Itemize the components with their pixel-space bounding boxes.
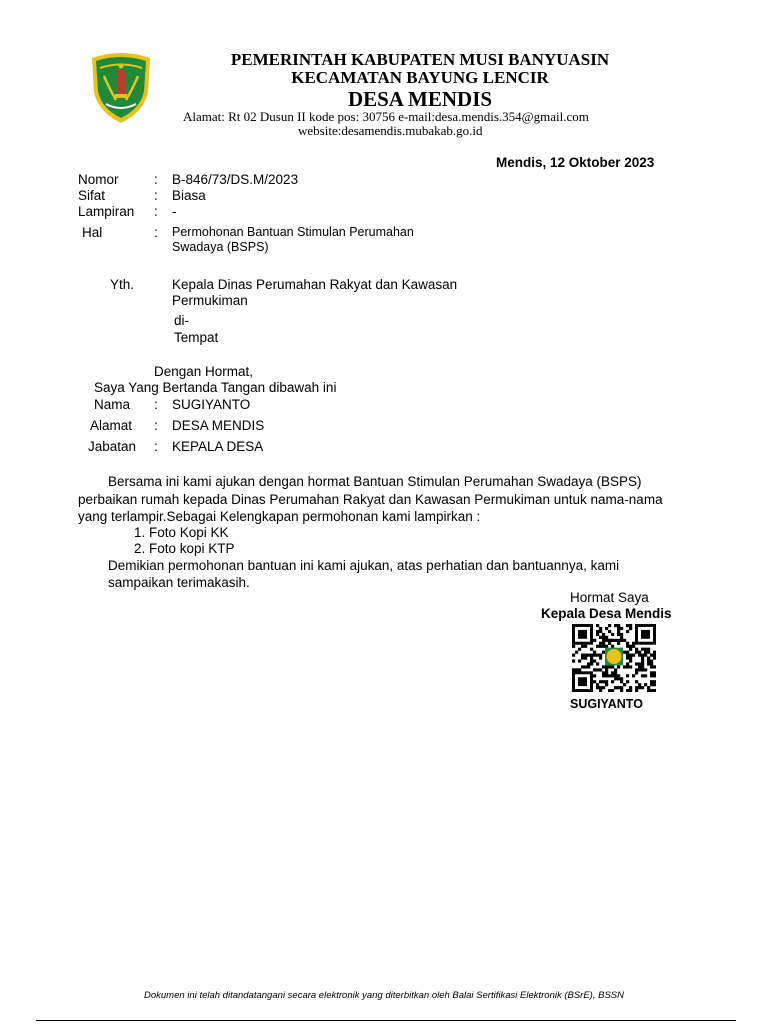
lampiran-colon: : (154, 204, 158, 219)
paragraph-line-2: perbaikan rumah kepada Dinas Perumahan Rakyat dan Kawasan Permukiman untuk nama-nama (78, 492, 663, 507)
footer-note: Dokumen ini telah ditandatangani secara elektronik yang diterbitkan oleh Balai Sertifikasi Elektronik (BSrE), BSSN (144, 990, 624, 1001)
paragraph-line-1: Bersama ini kami ajukan dengan hormat Bantuan Stimulan Perumahan Swadaya (BSPS) (108, 474, 642, 489)
closing-line-1: Demikian permohonan bantuan ini kami ajukan, atas perhatian dan bantuannya, kami (108, 558, 620, 573)
hal-value-line-2: Swadaya (BSPS) (172, 240, 269, 254)
nomor-colon: : (154, 172, 158, 187)
qr-code-icon (572, 624, 656, 692)
alamat-colon: : (154, 418, 158, 433)
jabatan-label: Jabatan (88, 439, 137, 454)
hal-value-line-1: Permohonan Bantuan Stimulan Perumahan (172, 225, 414, 239)
recipient-line-1: Kepala Dinas Perumahan Rakyat dan Kawasan (172, 277, 458, 292)
letterhead-line-2: KECAMATAN BAYUNG LENCIR (291, 68, 549, 87)
alamat-label: Alamat (90, 418, 133, 433)
letterhead-village-name: DESA MENDIS (347, 87, 493, 111)
recipient-yth: Yth. (110, 277, 135, 292)
hal-colon: : (154, 225, 158, 240)
signature-title: Kepala Desa Mendis (541, 606, 672, 621)
nama-colon: : (154, 397, 158, 412)
attachment-item-2: 2. Foto kopi KTP (134, 541, 235, 556)
sifat-label: Sifat (78, 188, 106, 203)
recipient-line-2: Permukiman (172, 293, 248, 308)
sifat-colon: : (154, 188, 158, 203)
letterhead-line-1: PEMERINTAH KABUPATEN MUSI BANYUASIN (230, 50, 610, 69)
date-line: Mendis, 12 Oktober 2023 (496, 155, 655, 170)
paragraph-line-3: yang terlampir.Sebagai Kelengkapan permohonan kami lampirkan : (78, 509, 481, 524)
nomor-label: Nomor (78, 172, 119, 187)
letterhead-address: Alamat: Rt 02 Dusun II kode pos: 30756 e-mail:desa.mendis.354@gmail.com (183, 109, 589, 124)
sifat-value: Biasa (172, 188, 206, 203)
lampiran-value: - (172, 204, 177, 219)
signature-name: SUGIYANTO (570, 697, 643, 711)
letterhead-website: website:desamendis.mubakab.go.id (298, 123, 483, 138)
recipient-di: di- (174, 313, 190, 328)
attachment-item-1: 1. Foto Kopi KK (134, 525, 229, 540)
jabatan-value: KEPALA DESA (172, 439, 264, 454)
jabatan-colon: : (154, 439, 158, 454)
intro-line: Saya Yang Bertanda Tangan dibawah ini (94, 380, 337, 395)
signature-regards: Hormat Saya (570, 590, 649, 605)
greeting: Dengan Hormat, (154, 364, 254, 379)
nama-label: Nama (94, 397, 131, 412)
nama-value: SUGIYANTO (172, 397, 251, 412)
hal-label: Hal (82, 225, 103, 240)
nomor-value: B-846/73/DS.M/2023 (172, 172, 299, 187)
footer-divider (36, 1020, 736, 1021)
alamat-value: DESA MENDIS (172, 418, 265, 433)
recipient-tempat: Tempat (174, 330, 219, 345)
lampiran-label: Lampiran (78, 204, 135, 219)
closing-line-2: sampaikan terimakasih. (108, 575, 250, 590)
